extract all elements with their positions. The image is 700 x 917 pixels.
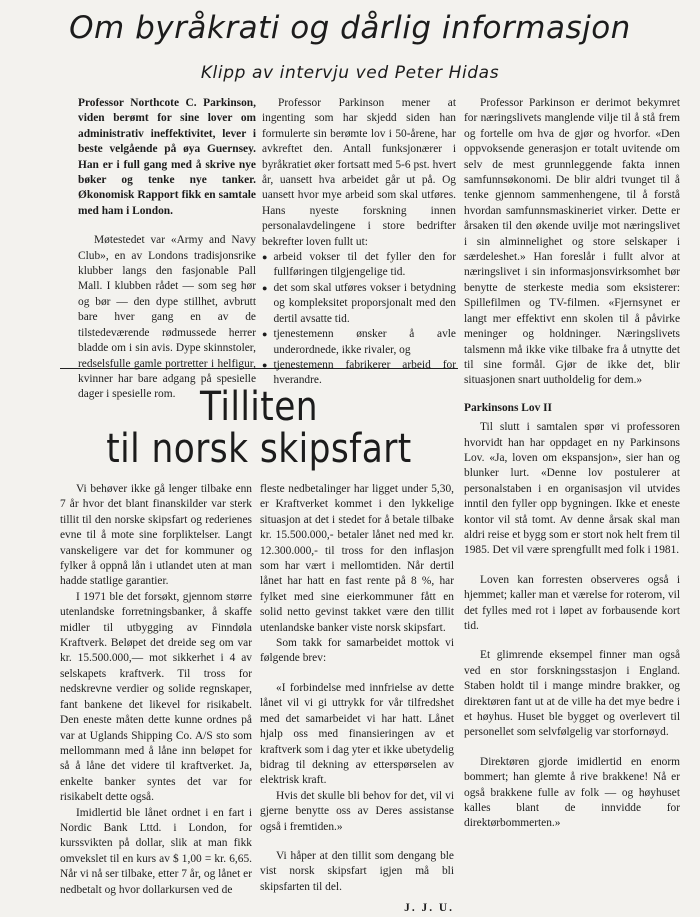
section-divider xyxy=(60,368,458,369)
column-4 xyxy=(60,482,252,898)
letter-paragraph: «I forbindelse med innfrielse av dette lånet vil vi gi uttrykk for vår tilfredshet med det samarbeidet vi har hatt. Lånet hjalp oss med finansieringen av et kraftverk som i dag yter et ikke ubetydelig bidrag til dekning av etterspørselen av elektrisk kraft. xyxy=(260,681,454,787)
body-paragraph: I 1971 ble det forsøkt, gjennom større utenlandske forretningsbanker, å skaffe midler til utbygging av Finndøla Kraftverk. Beløpet det dreide seg om var kr. 15.500.000,— mot sikkerhet i 4 av selskapets kraftverk. Til tross for nedskrevne verdier og solide regnskaper, fant bankene det likevel for risikabelt. Den eneste måten dette kunne ordnes på var at Uglands Shipping Co. A/S sto som mellommann med å låne inn beløpet for så å låne det videre til kraftverket. Ja, enkelte banker syntes det var for risikabelt dette også. xyxy=(60,590,252,804)
article-subtitle: Klipp av intervju ved Peter Hidas xyxy=(200,63,500,83)
column-5 xyxy=(260,482,454,917)
bullet-item: ● arbeid vokser til det fyller den for fullføringen tilgjengelige tid. xyxy=(262,250,456,281)
bullet-icon: ● xyxy=(262,329,268,340)
bullet-item: ● tjenestemenn fabrikerer arbeid for hverandre. xyxy=(262,358,456,389)
letter-paragraph: Hvis det skulle bli behov for det, vil vi gjerne benytte oss av Deres assistanse også i fremtiden.» xyxy=(260,789,454,833)
body-paragraph: Vi håper at den tillit som dengang ble vist norsk skipsfart igjen må bli skipsfarten til del. xyxy=(260,849,454,893)
author-signature: J. J. U. xyxy=(404,902,454,915)
column-3 xyxy=(464,96,680,832)
body-paragraph: Professor Parkinson mener at ingenting som har skjedd siden han formulerte sin berømte lov i 50-årene, har avkreftet den. Antall funksjonærer i byråkratiet øker fortsatt med 5-6 pst. hvert år, uansett hva arbeidet går ut på. Og uansett hvor mye arbeid som skal utføres. Hans nyeste forskning innen personalavdelingene i store bedrifter bekrefter loven fullt ut: xyxy=(262,97,456,248)
body-paragraph: Til slutt i samtalen spør vi professoren hvorvidt han har oppdaget en ny Parkinsons Lov. «Ja, loven om ekspansjon», sier han og blunker lurt. «Denne lov postulerer at personalstaben i en organisasjon vil utvides inntil den fyller opp bygningen. Ikke et eneste kontor vil stå tomt. Av denne årsak skal man aldri reise et bygg som er stort nok helt frem til 1985. Det vil være sprengfullt med folk i 1981. xyxy=(464,421,680,557)
body-paragraph: fleste nedbetalinger har ligget under 5,30, er Kraftverket kommet i den lykkelige situasjon at det i stedet for å betale tilbake kr. 15.500.000,- betaler lånet ned med kr. 12.300.000,- til tross for den inflasjon som har vært i mellomtiden. Når dertil lånet har hatt en fast rente på 8 %, har fylket med sine eierkommuner fått en solid netto gevinst takket være den tillit utenlandske banker viste norsk skipsfart. xyxy=(260,483,454,634)
bullet-item: ● det som skal utføres vokser i betydning og kompleksitet proporsjonalt med den dertil avsatte tid. xyxy=(262,281,456,327)
body-paragraph: Et glimrende eksempel finner man også ved en stor forskningsstasjon i England. Staben holdt til i mange mindre brakker, og direktøren fant ut at de ville ha det mye bedre i et høyhus. Huset ble bygget og overlevert til personellet som selvfølgelig var storfornøyd. xyxy=(464,649,680,739)
body-paragraph: Møtestedet var «Army and Navy Club», en av Londons tradisjonsrike klubber langs den fasjonable Pall Mall. I klubben rådet — som seg hør og bør — den dype stillhet, avbrutt bare hver gang en av de tilstedeværende rødmussede herrer bladde om i sin avis. Dype skinnstoler, redselsfulle gamle portretter i helfigur, kvinner har bare adgang på spesielle dager i spesielle rom. xyxy=(78,234,256,401)
column-2 xyxy=(262,96,456,389)
body-paragraph: Imidlertid ble lånet ordnet i en fart i Nordic Bank Lttd. i London, for kurssvikten på dollar, slik at man fikk omvekslet til en kurs av $ 1,00 = kr. 6,65. Når vi nå ser tilbake, etter 7 år, og lånet er nedbetalt og hvor dollarkursen ved de xyxy=(60,806,252,896)
article-title: Om byråkrati og dårlig informasjon xyxy=(69,10,631,46)
column-1 xyxy=(78,96,256,403)
section-heading: Parkinsons Lov II xyxy=(464,401,552,414)
intro-paragraph: Professor Northcote C. Parkinson, viden berømt for sine lover om administrativ ineffektivitet, lever i beste velgående på øya Guernsey. Han er i full gang med å skrive nye bøker og tenke nye tanker. Økonomisk Rapport fikk en samtale med ham i London. xyxy=(78,97,256,217)
bullet-item: ● tjenestemenn ønsker å avle underordnede, ikke rivaler, og xyxy=(262,327,456,358)
bullet-icon: ● xyxy=(262,359,268,370)
bullet-icon: ● xyxy=(262,252,268,263)
second-article-title-line-2: til norsk skipsfart xyxy=(106,426,412,472)
body-paragraph: Professor Parkinson er derimot bekymret for næringslivets manglende vilje til å stå frem og fortelle om hva de gjør og hvorfor. «Den oppvoksende generasjon er totalt uvitende om selv de mest grunnleggende fakta innen samfunnsøkonomi. De blir aldri tvunget til å tenke gjennom sammenhengene, til å forstå hvordan samfunnsmaskineriet virker. Dette er årsaken til den økende uvilje mot næringslivet i sin alminnelighet og store selskaper i særdeleshet.» Han foreslår i fullt alvor at næringslivet i sin informasjonsvirksomhet bør benytte de sterkeste media som eksisterer: Spillefilmen og TV-filmen. «Fjernsynet er langt mer effektivt enn skolen til å påvirke meninger og holdninger. Næringslivets talsmenn må ikke vike tilbake fra å utnytte det til sine formål. Gjør de ikke det, blir situasjonen snart uutholdelig for dem.» xyxy=(464,97,680,387)
body-paragraph: Direktøren gjorde imidlertid en enorm bommert; han glemte å rive brakkene! Nå er også brakkene fulle av folk — og høyhuset kalles blant de innvidde for direktørbommerten.» xyxy=(464,755,680,830)
second-article-title-line-1: Tilliten xyxy=(199,384,319,430)
bullet-icon: ● xyxy=(262,282,268,293)
body-paragraph: Som takk for samarbeidet mottok vi følgende brev: xyxy=(260,637,454,665)
body-paragraph: Loven kan forresten observeres også i hjemmet; kaller man et værelse for roterom, vil det fylles med rot i løpet av forbausende kort tid. xyxy=(464,573,680,632)
body-paragraph: Vi behøver ikke gå lenger tilbake enn 7 år hvor det blant finanskilder var sterk tillit til den norske skipsfart og rederienes evne til å mote sine forpliktelser. Langt vanskeligere var det for kommuner og fylker å oppnå lån i utlandet uten at man hadde statlige garantier. xyxy=(60,483,252,588)
